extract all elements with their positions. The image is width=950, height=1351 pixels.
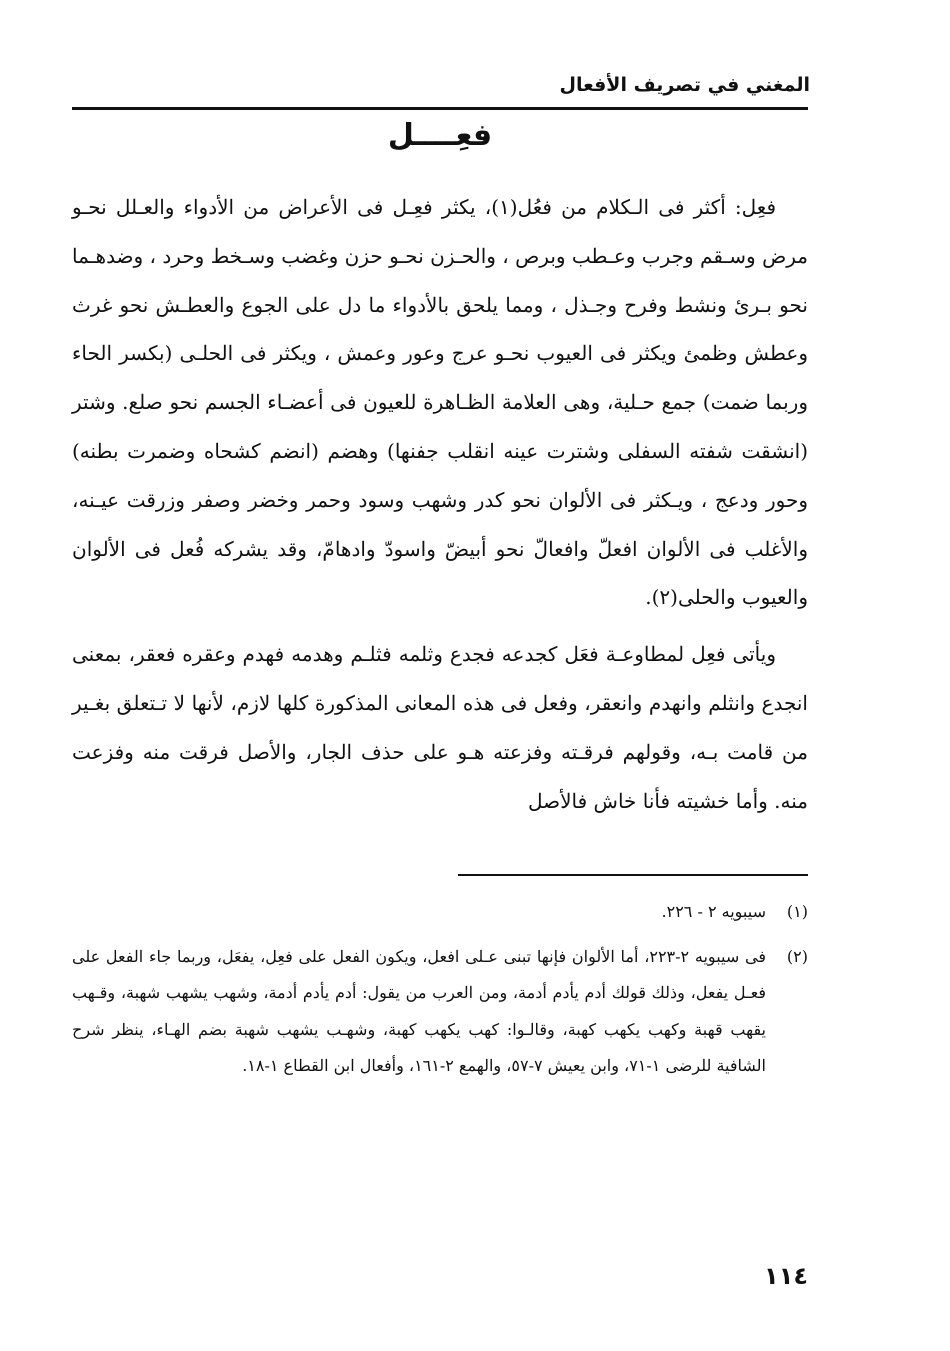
paragraph: ويأتى فعِل لمطاوعـة فعَل كجدعه فجدع وثلمه فثلـم وهدمه فهدم وعقره فعقر، بمعنى انجدع وانثلم وانهدم وانعقر، وفعل فى هذه المعانى المذكورة كلها لازم، لأنها لا تـتعلق بغـير من قامت بـه، وقولهم فرقـته وفزعته هـو على حذف الجار، والأصل فرقت منه وفزعت منه. وأما خشيته فأنا خاش فالأصل [72, 642, 808, 813]
footnote-item [72, 939, 808, 1085]
body-text [72, 183, 808, 825]
footnote-text: سيبويه ٢ - ٢٢٦. [661, 902, 766, 921]
footnote-text: فى سيبويه ٢-٢٢٣، أما الألوان فإنها تبنى عـلى افعل، ويكون الفعل على فعِل، يفعَل، وربما جاء الفعل على فعـل يفعل، وذلك قولك أدم يأدم أدمة، ومن العرب من يقول: أدم يأدم أدمة، وشهب يشهب شهبة، وقـهب يقهب قهبة وكهب يكهب كهبة، وقالـوا: كهب يكهب كهبة، وشهـب يشهب شهبة بضم الهـاء، ينظر شرح الشافية للرضى ١-٧١، وابن يعيش ٧-٥٧، والهمع ٢-١٦١، وأفعال ابن القطاع ١-١٨. [72, 946, 766, 1075]
running-title: المغني في تصريف الأفعال [559, 74, 810, 96]
paragraph: فعِل: أكثر فى الـكلام من فعُل(١)، يكثر فعِـل فى الأعراض من الأدواء والعـلل نحـو مرض وسـقم وجرب وعـطب وبرص ، والحـزن نحـو حزن وغضب وسـخط وحرد ، وضدهـما نحو بـرئ ونشط وفرح وجـذل ، ومما يلحق بالأدواء ما دل على الجوع والعطـش نحو غرث وعطش وظمئ ويكثر فى العيوب نحـو عرج وعور وعمش ، ويكثر فى الحلـى (بكسر الحاء وربما ضمت) جمع حـلية، وهى العلامة الظـاهرة للعيون فى أعضـاء الجسم نحو صلع. وشتر (انشقت شفته السفلى وشترت عينه انقلب جفنها) وهضم (انضم كشحاه وضمرت بطنه) وحور ودعج ، ويـكثر فى الألوان نحو كدر وشهب وسود وحمر وخضر وصفر وزرقت عيـنه، والأغلب فى الألوان افعلّ وافعالّ نحو أبيضّ واسودّ وادهامّ، وقد يشركه فُعل فى الألوان والعيوب والحلى(٢). [72, 195, 808, 610]
footnotes [72, 894, 808, 1085]
footnote-rule [458, 874, 808, 876]
running-header [72, 68, 810, 108]
footnote-number: (١) [786, 902, 808, 921]
page-number: ١١٤ [764, 1262, 808, 1290]
footnote-item [72, 894, 808, 931]
header-rule [72, 107, 808, 110]
footnote-number: (٢) [786, 946, 808, 966]
section-heading: فعِــــل [387, 118, 493, 153]
